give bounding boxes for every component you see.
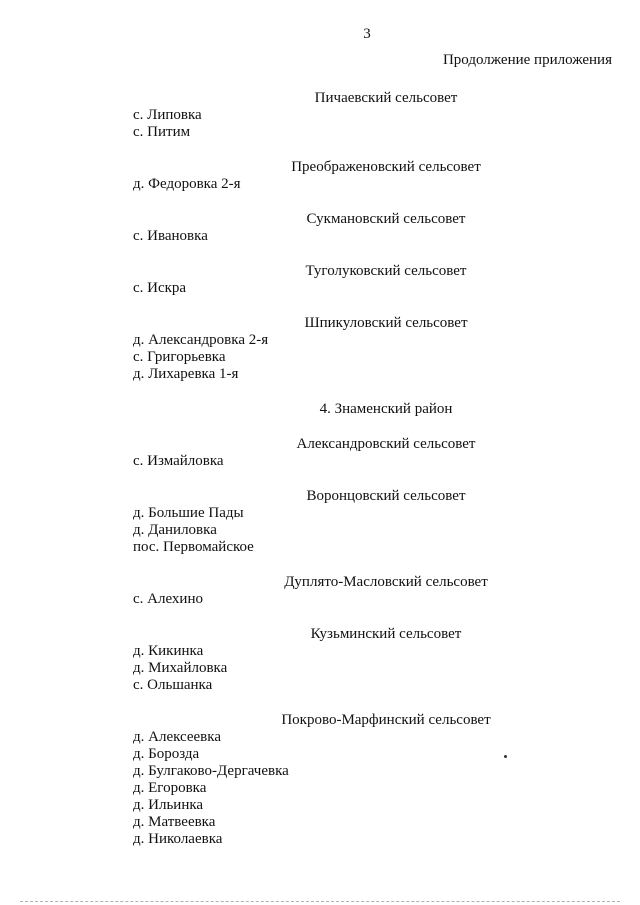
- settlement-item: д. Борозда: [133, 746, 200, 762]
- selsovet-title: Шпикуловский сельсовет: [304, 315, 468, 331]
- settlement-item: д. Михайловка: [133, 660, 228, 676]
- selsovet-title: Воронцовский сельсовет: [306, 488, 466, 504]
- settlement-item: д. Егоровка: [133, 780, 207, 796]
- settlement-items: [133, 107, 603, 141]
- settlement-item: д. Лихаревка 1-я: [133, 366, 239, 382]
- settlement-items: [133, 176, 603, 193]
- settlement-item: с. Липовка: [133, 107, 202, 123]
- page-number: 3: [363, 26, 371, 42]
- settlement-items: [133, 643, 603, 694]
- settlement-item: д. Николаевка: [133, 831, 223, 847]
- settlement-item: с. Григорьевка: [133, 349, 226, 365]
- selsovet-title: Александровский сельсовет: [296, 436, 476, 452]
- settlement-item: с. Ольшанка: [133, 677, 213, 693]
- settlement-items: [133, 228, 603, 245]
- scan-speck: [504, 755, 507, 758]
- selsovet-title: Покрово-Марфинский сельсовет: [281, 712, 491, 728]
- selsovet-title: Кузьминский сельсовет: [310, 626, 462, 642]
- settlement-item: д. Федоровка 2-я: [133, 176, 241, 192]
- selsovet-title: Пичаевский сельсовет: [314, 90, 458, 106]
- settlement-item: д. Алексеевка: [133, 729, 221, 745]
- selsovet-section: [133, 436, 603, 470]
- selsovet-section: [133, 211, 603, 245]
- selsovet-section: [133, 626, 603, 694]
- selsovet-section: [133, 574, 603, 608]
- settlement-item: с. Ивановка: [133, 228, 208, 244]
- settlement-item: с. Питим: [133, 124, 191, 140]
- settlement-items: [133, 729, 603, 848]
- selsovet-section: [133, 315, 603, 383]
- settlement-items: [133, 332, 603, 383]
- settlement-item: д. Большие Пады: [133, 505, 244, 521]
- settlement-item: с. Алехино: [133, 591, 203, 607]
- scan-edge-line: [20, 901, 620, 902]
- settlement-items: [133, 453, 603, 470]
- settlement-item: д. Даниловка: [133, 522, 217, 538]
- settlement-item: д. Ильинка: [133, 797, 204, 813]
- selsovet-section: [133, 712, 603, 848]
- settlement-items: [133, 591, 603, 608]
- selsovet-section: [133, 90, 603, 141]
- selsovet-section: [133, 263, 603, 297]
- selsovet-title: Дуплято-Масловский сельсовет: [284, 574, 488, 590]
- settlement-items: [133, 280, 603, 297]
- settlement-item: с. Измайловка: [133, 453, 224, 469]
- selsovet-section: [133, 159, 603, 193]
- settlement-item: с. Искра: [133, 280, 187, 296]
- selsovet-title: Преображеновский сельсовет: [291, 159, 481, 175]
- settlement-item: д. Кикинка: [133, 643, 204, 659]
- selsovet-title: Сукмановский сельсовет: [306, 211, 466, 227]
- settlement-items: [133, 505, 603, 556]
- settlement-list: [133, 90, 603, 866]
- district-heading: 4. Знаменский район: [319, 401, 453, 417]
- settlement-item: д. Александровка 2-я: [133, 332, 269, 348]
- selsovet-title: Туголуковский сельсовет: [305, 263, 467, 279]
- settlement-item: д. Булгаково-Дергачевка: [133, 763, 289, 779]
- continuation-label: Продолжение приложения: [442, 52, 612, 68]
- settlement-item: д. Матвеевка: [133, 814, 216, 830]
- settlement-item: пос. Первомайское: [133, 539, 254, 555]
- selsovet-section: [133, 488, 603, 556]
